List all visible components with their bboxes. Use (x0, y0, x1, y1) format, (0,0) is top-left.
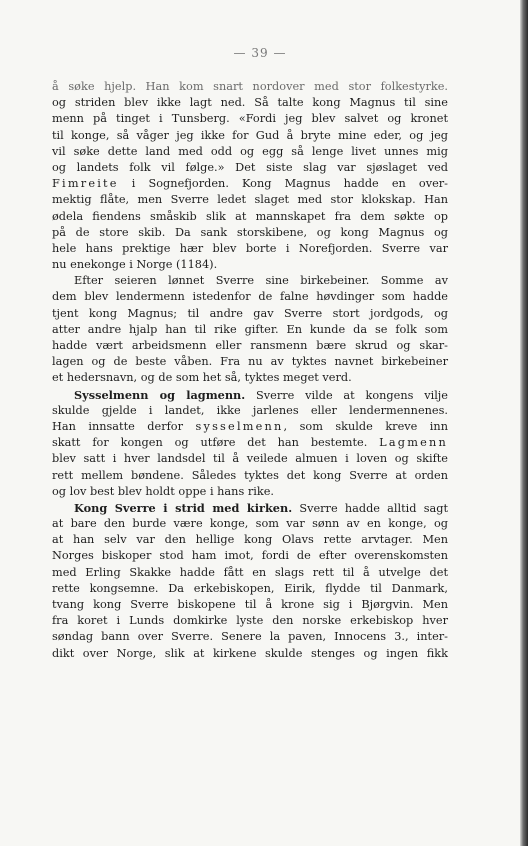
text-line (52, 629, 448, 645)
text-segment: Sverre vilde at kongens vilje (245, 388, 448, 402)
text-segment: , som skulde kreve inn (283, 419, 448, 433)
text-segment: dikt over Norge, slik at kirkene skulde stenges og ingen fikk (52, 646, 448, 660)
text-segment: Lagmenn (379, 436, 448, 450)
text-segment: skulde gjelde i landet, ikke jarlenes eller lendermennenes. (52, 403, 448, 417)
text-line (52, 241, 448, 257)
text-segment: og landets folk vil følge.» Det siste slag var sjøslaget ved (52, 160, 448, 174)
text-segment: at bare den burde være konge, som var sønn av en konge, og (52, 517, 448, 531)
text-line (52, 532, 448, 548)
text-segment: et hedersnavn, og de som het så, tyktes meget verd. (52, 371, 352, 385)
page-number: — 39 — (233, 46, 287, 60)
text-line (52, 79, 448, 95)
text-segment: rett mellem bøndene. Således tyktes det kong Sverre at orden (52, 468, 448, 482)
text-line (52, 597, 448, 613)
text-line (52, 306, 448, 322)
text-line (52, 322, 448, 338)
text-line (52, 435, 448, 451)
text-line (52, 95, 448, 111)
text-segment: dem blev lendermenn istedenfor de falne høvdinger som hadde (52, 290, 448, 304)
text-segment: Efter seieren lønnet Sverre sine birkebeiner. Somme av (74, 274, 448, 288)
text-segment: ødela fiendens småskib slik at mannskapet fra dem søkte op (52, 209, 448, 223)
text-segment: fra koret i Lunds domkirke lyste den norske erkebiskop hver (52, 614, 448, 628)
text-segment: Han innsatte derfor (52, 419, 196, 433)
text-line (52, 338, 448, 354)
text-line (52, 646, 448, 662)
text-line (52, 128, 448, 144)
text-line (52, 613, 448, 629)
text-line (52, 192, 448, 208)
text-line (52, 111, 448, 127)
text-line (52, 419, 448, 435)
text-segment: og striden blev ikke lagt ned. Så talte kong Magnus til sine (52, 96, 448, 110)
text-line (52, 289, 448, 305)
text-segment: søndag bann over Sverre. Senere la paven, Innocens 3., inter- (52, 630, 448, 644)
text-line (52, 565, 448, 581)
text-line (52, 548, 448, 564)
text-line (52, 468, 448, 484)
text-segment: menn på tinget i Tunsberg. «Fordi jeg blev salvet og kronet (52, 112, 448, 126)
text-segment: atter andre hjalp han til rike gifter. En kunde da se folk som (52, 322, 448, 336)
text-line (52, 257, 448, 273)
text-line (52, 484, 448, 500)
text-segment: hele hans prektige hær blev borte i Norefjorden. Sverre var (52, 241, 448, 255)
text-segment: til konge, så våger jeg ikke for Gud å bryte mine eder, og jeg (52, 128, 448, 142)
text-segment: blev satt i hver landsdel til å veilede almuen i loven og skifte (52, 452, 448, 466)
text-segment: med Erling Skakke hadde fått en slags rett til å utvelge det (52, 565, 448, 579)
text-segment: at han selv var den hellige kong Olavs rette arvtager. Men (52, 533, 448, 547)
text-segment: mektig flåte, men Sverre ledet slaget med stor klokskap. Han (52, 193, 448, 207)
text-line (52, 144, 448, 160)
text-segment: å søke hjelp. Han kom snart nordover med stor folkestyrke. (52, 80, 448, 93)
text-line (52, 160, 448, 176)
text-segment: skatt for kongen og utføre det han bestemte. (52, 436, 380, 450)
text-segment: Fimreite (52, 177, 119, 191)
section-heading: Kong Sverre i strid med kirken. (74, 500, 293, 515)
text-segment: Norges biskoper stod ham imot, fordi de efter overenskomsten (52, 549, 448, 563)
text-segment: tvang kong Sverre biskopene til å krone sig i Bjørgvin. Men (52, 598, 448, 611)
text-line (52, 500, 448, 516)
text-line (52, 176, 448, 192)
section-heading: Sysselmenn og lagmenn. (74, 387, 246, 402)
body-text (52, 79, 448, 662)
text-line (52, 451, 448, 467)
text-line (52, 370, 448, 386)
text-line (52, 273, 448, 289)
text-line (52, 209, 448, 225)
text-line (52, 581, 448, 597)
text-line (52, 387, 448, 403)
text-line (52, 403, 448, 419)
text-segment: på de store skib. Da sank storskibene, og kong Magnus og (52, 225, 448, 239)
text-segment: vil søke dette land med odd og egg så lenge livet unnes mig (52, 144, 448, 158)
text-segment: rette kongsemne. Da erkebiskopen, Eirik, flydde til Danmark, (52, 581, 448, 595)
text-line (52, 516, 448, 532)
text-segment: Sverre hadde alltid sagt (292, 501, 449, 515)
text-line (52, 225, 448, 241)
text-segment: sysselmenn (195, 419, 284, 433)
page-edge-shadow (520, 0, 528, 846)
text-line (52, 354, 448, 370)
text-segment: i Sognefjorden. Kong Magnus hadde en over- (118, 177, 448, 191)
text-segment: lagen og de beste våben. Fra nu av tyktes navnet birkebeiner (52, 355, 448, 369)
text-segment: tjent kong Magnus; til andre gav Sverre stort jordgods, og (52, 306, 448, 320)
text-segment: og lov best blev holdt oppe i hans rike. (52, 484, 274, 498)
text-segment: hadde vært arbeidsmenn eller ransmenn bære skrud og skar- (52, 339, 448, 352)
text-segment: nu enekonge i Norge (1184). (52, 258, 218, 272)
